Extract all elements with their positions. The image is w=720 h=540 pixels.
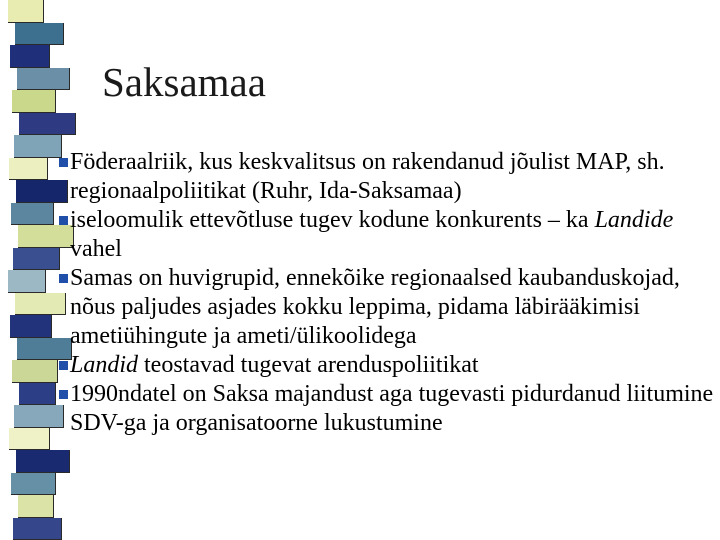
bullet-text: Samas on huvigrupid, ennekõike regionaalsed kaubanduskojad, nõus paljudes asjades kokku leppima, pidama läbirääkimisi ametiühingute ja ameti/ülikoolidega (70, 265, 680, 349)
bullet-text-part: iseloomulik ettevõtluse tugev kodune konkurents – ka (70, 207, 595, 233)
bullet-italic-term: Landide (594, 207, 674, 233)
stripe-segment (8, 0, 44, 23)
stripe-segment (12, 90, 56, 113)
bullet-square-icon (59, 274, 68, 283)
bullet-item (0, 206, 720, 264)
bullet-item (0, 264, 720, 351)
stripe-segment (15, 23, 64, 46)
slide-title: Saksamaa (102, 59, 266, 105)
stripe-segment (11, 473, 56, 496)
bullet-item (0, 148, 720, 206)
stripe-segment (13, 518, 62, 540)
bullet-text (70, 206, 720, 264)
bullet-square-icon (59, 216, 68, 225)
bullet-square-icon (59, 361, 68, 370)
bullet-list (0, 148, 720, 438)
bullet-text-part: teostavad tugevat arenduspoliitikat (138, 352, 479, 378)
bullet-text: 1990ndatel on Saksa majandust aga tugevasti pidurdanud liitumine SDV-ga ja organisatoorne lukustumine (70, 381, 714, 436)
bullet-square-icon (59, 158, 68, 167)
stripe-segment (17, 68, 70, 91)
stripe-segment (10, 45, 50, 68)
bullet-italic-term: Landid (70, 352, 139, 378)
bullet-item (0, 351, 720, 380)
stripe-segment (16, 450, 70, 473)
stripe-segment (19, 113, 76, 136)
bullet-square-icon (59, 390, 68, 399)
bullet-text (70, 351, 720, 380)
bullet-item (0, 380, 720, 438)
stripe-segment (18, 495, 54, 518)
bullet-text: Föderaalriik, kus keskvalitsus on rakendanud jõulist MAP, sh. regionaalpoliitikat (Ruhr, Ida-Saksamaa) (70, 149, 665, 204)
bullet-text-part: vahel (70, 236, 122, 262)
